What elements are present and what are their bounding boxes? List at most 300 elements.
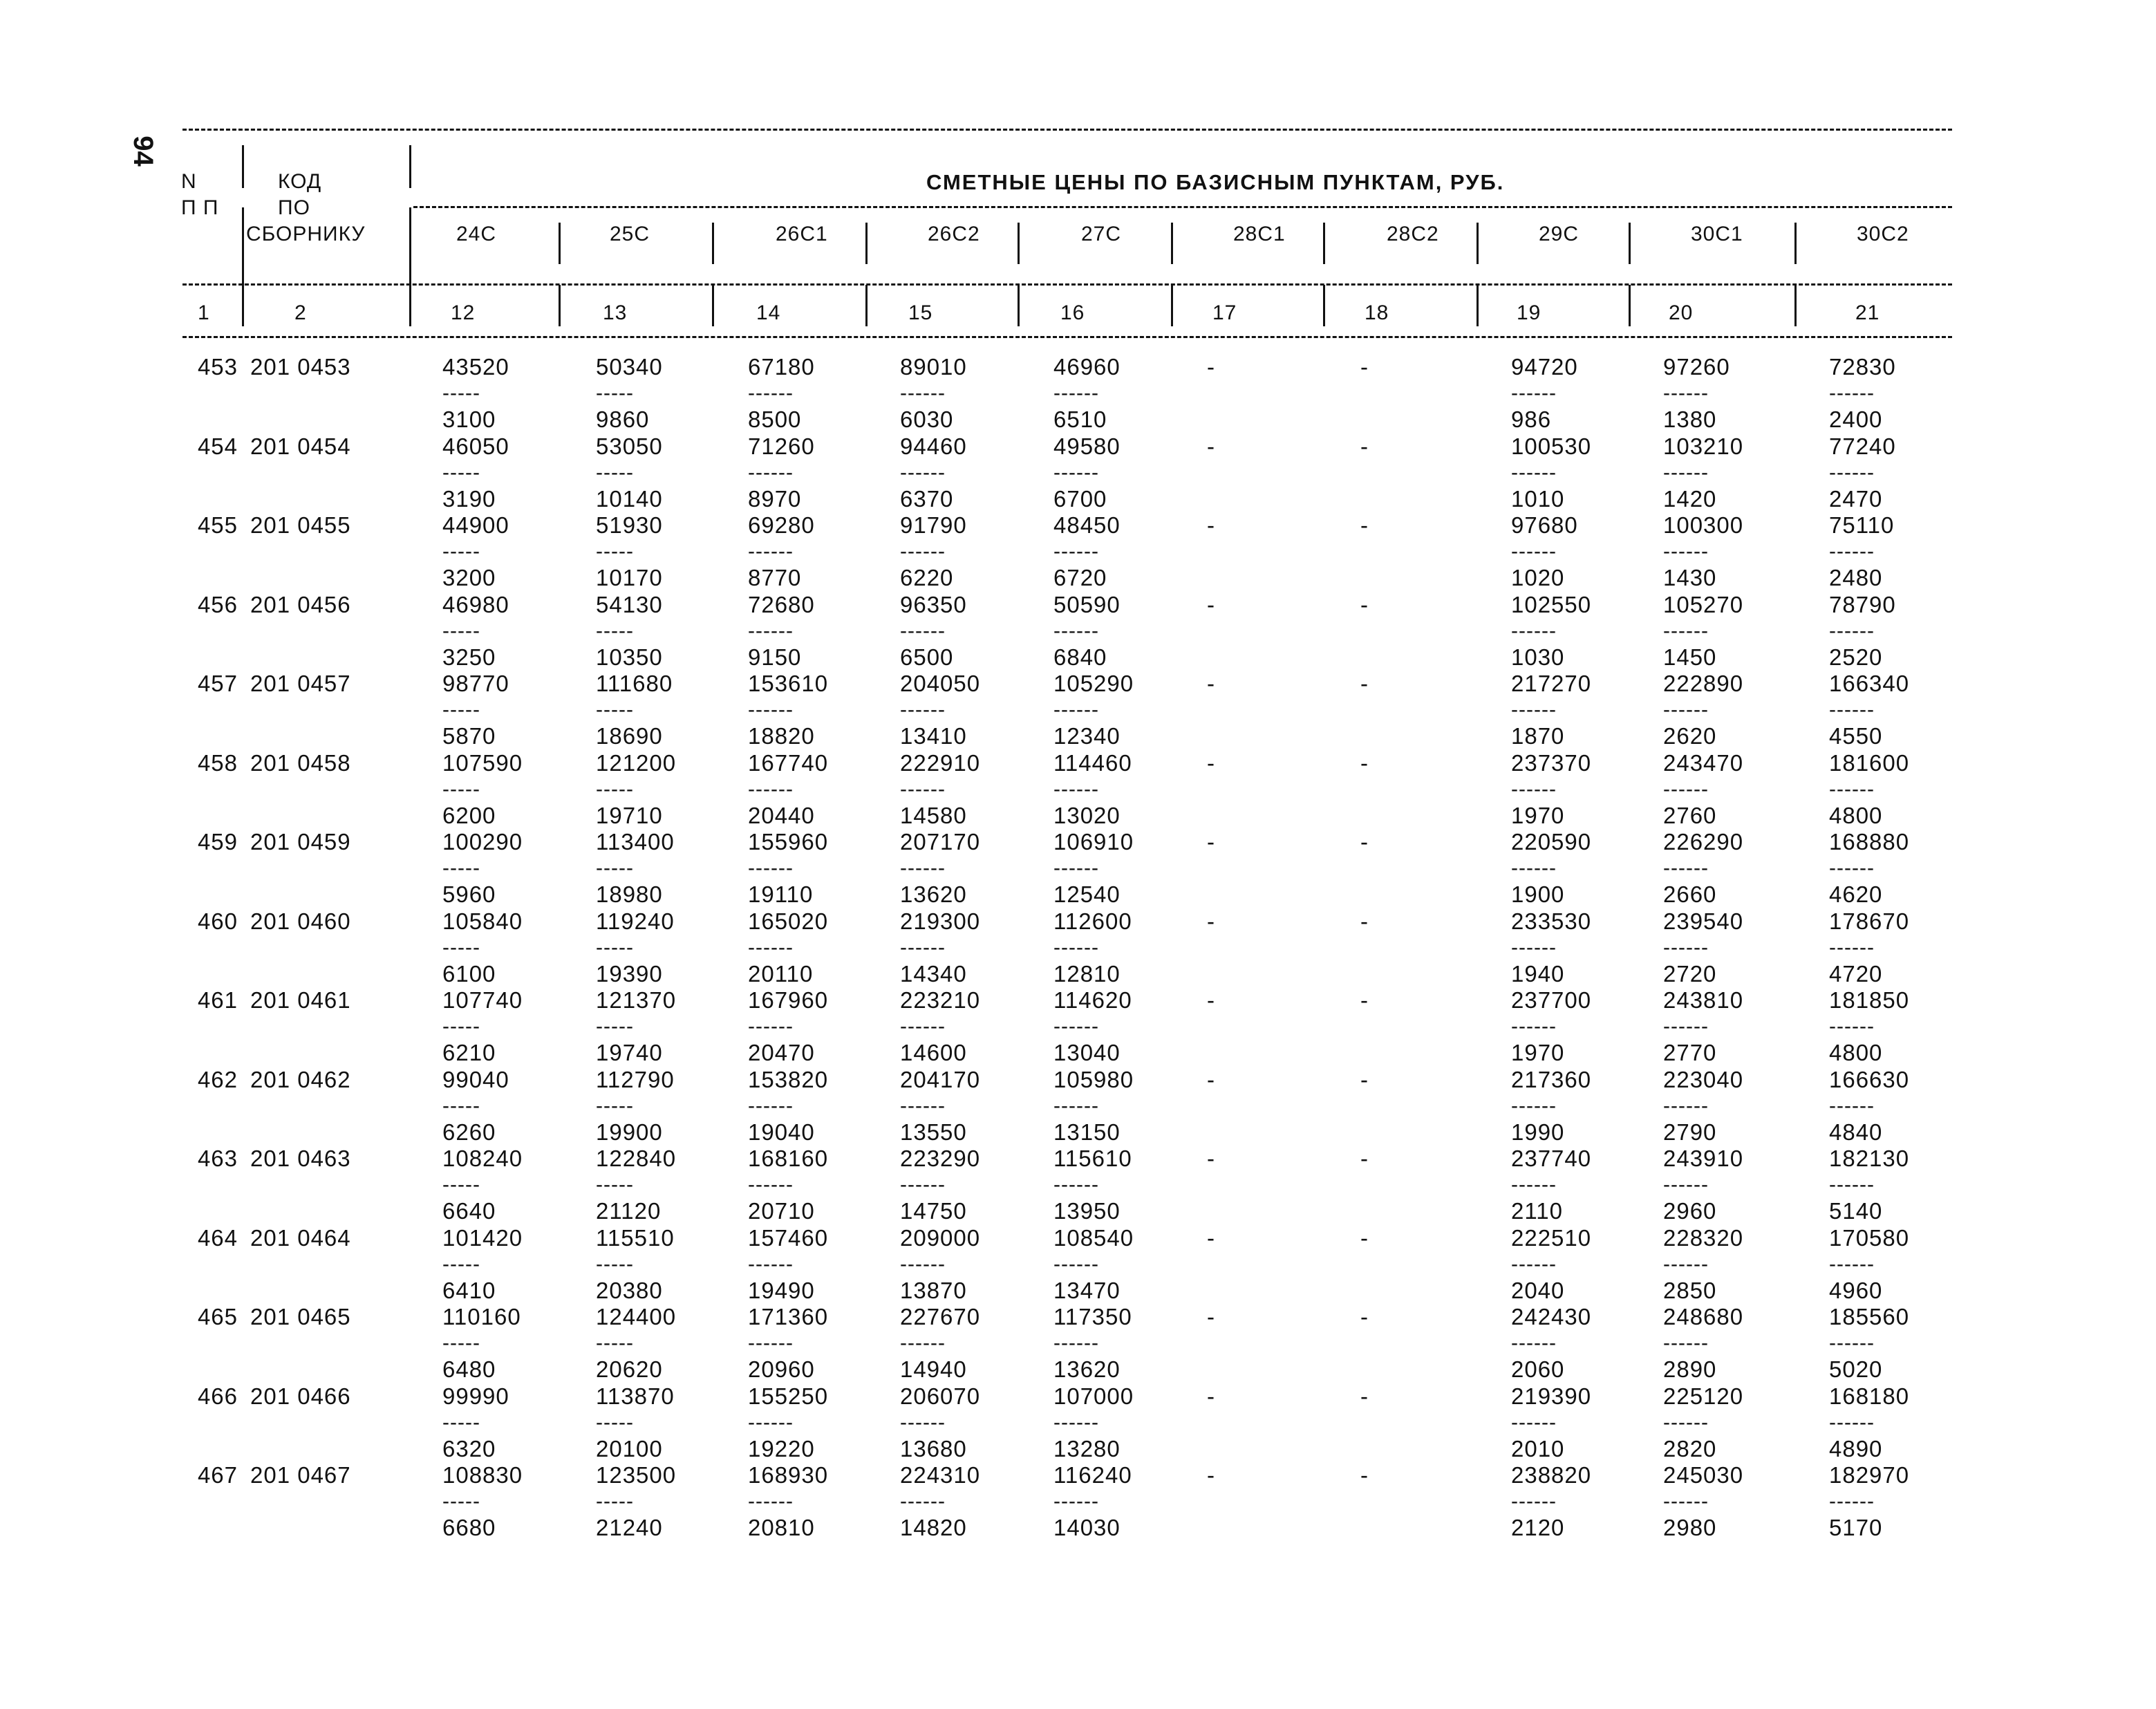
value-separator: ------ [1053, 700, 1099, 715]
transport-value: 20620 [596, 1356, 663, 1382]
vbar [1629, 223, 1631, 264]
value-separator: ------ [900, 621, 946, 636]
value-separator: ------ [900, 463, 946, 478]
value-separator: ----- [596, 1412, 634, 1428]
value-separator: ------ [1663, 1254, 1709, 1269]
no-price-dash: - [1360, 671, 1369, 696]
price-value: 108540 [1053, 1225, 1134, 1251]
transport-value: 13950 [1053, 1198, 1121, 1224]
no-price-dash: - [1360, 1225, 1369, 1251]
column-header: 30С1 [1691, 223, 1743, 245]
price-value: 153610 [748, 671, 829, 696]
value-separator: ------ [748, 1175, 794, 1190]
value-separator: ------ [900, 1491, 946, 1506]
no-price-dash: - [1360, 354, 1369, 380]
no-price-dash: - [1360, 512, 1369, 538]
row-code: 201 0457 [250, 671, 351, 696]
value-separator: ----- [596, 700, 634, 715]
value-separator: ------ [1053, 463, 1099, 478]
column-number: 1 [198, 301, 210, 324]
value-separator: ------ [1511, 1333, 1557, 1348]
price-value: 112600 [1053, 908, 1132, 934]
price-value: 245030 [1663, 1462, 1744, 1488]
price-value: 75110 [1829, 512, 1895, 538]
no-price-dash: - [1207, 433, 1215, 459]
value-separator: ------ [748, 1333, 794, 1348]
price-value: 71260 [748, 433, 815, 459]
value-separator: ------ [900, 383, 946, 398]
price-value: 115510 [596, 1225, 675, 1251]
no-price-dash: - [1207, 354, 1215, 380]
value-separator: ----- [442, 1491, 480, 1506]
value-separator: ------ [1053, 1096, 1099, 1111]
value-separator: ------ [1511, 1491, 1557, 1506]
transport-value: 2960 [1663, 1198, 1717, 1224]
row-number: 454 [197, 433, 238, 459]
value-separator: ----- [442, 1096, 480, 1111]
price-value: 94720 [1511, 354, 1578, 380]
vbar [1018, 285, 1020, 326]
price-value: 49580 [1053, 433, 1121, 459]
row-number: 459 [197, 829, 238, 854]
price-value: 113400 [596, 829, 675, 854]
transport-value: 20100 [596, 1436, 663, 1461]
value-separator: ------ [748, 1016, 794, 1031]
transport-value: 6320 [442, 1436, 496, 1461]
price-value: 69280 [748, 512, 815, 538]
value-separator: ------ [1663, 1412, 1709, 1428]
value-separator: ------ [1663, 700, 1709, 715]
price-value: 108830 [442, 1462, 523, 1488]
transport-value: 1030 [1511, 644, 1565, 670]
value-separator: ------ [1829, 1175, 1875, 1190]
column-number: 19 [1517, 301, 1541, 324]
no-price-dash: - [1207, 1304, 1215, 1329]
value-separator: ------ [1829, 937, 1875, 953]
no-price-dash: - [1207, 512, 1215, 538]
transport-value: 20960 [748, 1356, 815, 1382]
transport-value: 6840 [1053, 644, 1107, 670]
value-separator: ------ [1053, 779, 1099, 794]
vbar [1794, 285, 1797, 326]
pp-label: П П [181, 196, 219, 219]
value-separator: ----- [596, 1491, 634, 1506]
page-number: 94 [127, 136, 158, 167]
transport-value: 4550 [1829, 723, 1883, 749]
value-separator: ----- [442, 1175, 480, 1190]
price-value: 97680 [1511, 512, 1578, 538]
price-value: 78790 [1829, 592, 1896, 617]
transport-value: 2820 [1663, 1436, 1717, 1461]
value-separator: ------ [1053, 1333, 1099, 1348]
vbar [1171, 285, 1173, 326]
transport-value: 10140 [596, 486, 663, 512]
price-value: 105840 [442, 908, 523, 934]
vbar [559, 223, 561, 264]
value-separator: ----- [442, 1254, 480, 1269]
vbar [865, 285, 868, 326]
transport-value: 14580 [900, 803, 967, 828]
price-value: 102550 [1511, 592, 1592, 617]
value-separator: ----- [596, 1254, 634, 1269]
transport-value: 13620 [1053, 1356, 1121, 1382]
transport-value: 2790 [1663, 1119, 1717, 1145]
no-price-dash: - [1207, 671, 1215, 696]
transport-value: 18980 [596, 881, 663, 907]
value-separator: ----- [596, 1175, 634, 1190]
transport-value: 18690 [596, 723, 663, 749]
value-separator: ----- [442, 463, 480, 478]
vbar [1629, 285, 1631, 326]
value-separator: ----- [442, 1333, 480, 1348]
value-separator: ------ [1829, 621, 1875, 636]
row-code: 201 0459 [250, 829, 351, 854]
transport-value: 4890 [1829, 1436, 1883, 1461]
value-separator: ------ [1511, 1016, 1557, 1031]
price-value: 48450 [1053, 512, 1121, 538]
row-code: 201 0464 [250, 1225, 351, 1251]
column-number: 16 [1060, 301, 1085, 324]
price-value: 122840 [596, 1146, 677, 1171]
price-value: 114620 [1053, 987, 1132, 1013]
row-number: 464 [197, 1225, 238, 1251]
transport-value: 8500 [748, 407, 802, 432]
transport-value: 4840 [1829, 1119, 1883, 1145]
column-number: 2 [294, 301, 307, 324]
value-separator: ----- [596, 858, 634, 873]
value-separator: ------ [900, 1254, 946, 1269]
transport-value: 1990 [1511, 1119, 1565, 1145]
value-separator: ------ [1511, 1412, 1557, 1428]
column-number: 15 [908, 301, 933, 324]
vbar [1477, 223, 1479, 264]
price-value: 107590 [442, 750, 523, 776]
price-value: 243810 [1663, 987, 1744, 1013]
vbar [1477, 285, 1479, 326]
transport-value: 13620 [900, 881, 967, 907]
vbar [242, 285, 244, 326]
transport-value: 2120 [1511, 1515, 1565, 1540]
transport-value: 1420 [1663, 486, 1717, 512]
value-separator: ------ [1053, 1254, 1099, 1269]
transport-value: 10350 [596, 644, 663, 670]
transport-value: 3250 [442, 644, 496, 670]
price-value: 204050 [900, 671, 981, 696]
price-value: 107000 [1053, 1383, 1134, 1409]
value-separator: ------ [900, 779, 946, 794]
price-value: 113870 [596, 1383, 675, 1409]
value-separator: ------ [748, 779, 794, 794]
transport-value: 6260 [442, 1119, 496, 1145]
price-value: 225120 [1663, 1383, 1744, 1409]
value-separator: ----- [596, 1333, 634, 1348]
transport-value: 13470 [1053, 1278, 1121, 1303]
no-price-dash: - [1207, 1067, 1215, 1092]
vbar [1323, 223, 1325, 264]
value-separator: ----- [596, 541, 634, 557]
price-value: 168930 [748, 1462, 829, 1488]
value-separator: ------ [748, 700, 794, 715]
transport-value: 20440 [748, 803, 815, 828]
transport-value: 2470 [1829, 486, 1883, 512]
column-number: 18 [1365, 301, 1389, 324]
transport-value: 1940 [1511, 961, 1565, 987]
price-value: 167960 [748, 987, 829, 1013]
price-value: 226290 [1663, 829, 1744, 854]
value-separator: ------ [1829, 858, 1875, 873]
transport-value: 13550 [900, 1119, 967, 1145]
transport-value: 2770 [1663, 1040, 1717, 1065]
value-separator: ------ [1829, 541, 1875, 557]
vbar [1794, 223, 1797, 264]
price-value: 105270 [1663, 592, 1744, 617]
transport-value: 3200 [442, 565, 496, 590]
value-separator: ------ [1053, 621, 1099, 636]
price-value: 204170 [900, 1067, 981, 1092]
vbar [409, 207, 411, 290]
price-value: 220590 [1511, 829, 1592, 854]
value-separator: ------ [1511, 1254, 1557, 1269]
value-separator: ------ [1053, 1491, 1099, 1506]
transport-value: 2400 [1829, 407, 1883, 432]
row-number: 467 [197, 1462, 238, 1488]
no-price-dash: - [1360, 592, 1369, 617]
table-title: СМЕТНЫЕ ЦЕНЫ ПО БАЗИСНЫМ ПУНКТАМ, РУБ. [926, 170, 1505, 194]
column-header: 28С2 [1387, 223, 1439, 245]
column-header: 26С1 [776, 223, 828, 245]
numbers-underline [182, 336, 1952, 338]
n-label: N [181, 170, 197, 193]
value-separator: ------ [1511, 621, 1557, 636]
value-separator: ------ [900, 858, 946, 873]
no-price-dash: - [1207, 1146, 1215, 1171]
row-number: 456 [197, 592, 238, 617]
price-value: 227670 [900, 1304, 981, 1329]
row-code: 201 0458 [250, 750, 351, 776]
transport-value: 4720 [1829, 961, 1883, 987]
transport-value: 5020 [1829, 1356, 1883, 1382]
value-separator: ----- [442, 779, 480, 794]
no-price-dash: - [1360, 750, 1369, 776]
transport-value: 2660 [1663, 881, 1717, 907]
price-value: 46960 [1053, 354, 1121, 380]
price-value: 222890 [1663, 671, 1744, 696]
price-value: 166630 [1829, 1067, 1910, 1092]
transport-value: 4960 [1829, 1278, 1883, 1303]
transport-value: 9860 [596, 407, 650, 432]
transport-value: 2520 [1829, 644, 1883, 670]
price-value: 46980 [442, 592, 509, 617]
value-separator: ------ [1829, 1096, 1875, 1111]
value-separator: ------ [1511, 779, 1557, 794]
transport-value: 2480 [1829, 565, 1883, 590]
price-value: 185560 [1829, 1304, 1910, 1329]
value-separator: ------ [1829, 700, 1875, 715]
transport-value: 1870 [1511, 723, 1565, 749]
price-value: 43520 [442, 354, 509, 380]
price-value: 110160 [442, 1304, 521, 1329]
column-number: 14 [756, 301, 781, 324]
no-price-dash: - [1360, 1067, 1369, 1092]
value-separator: ------ [1829, 1491, 1875, 1506]
transport-value: 2620 [1663, 723, 1717, 749]
price-value: 112790 [596, 1067, 675, 1092]
transport-value: 5140 [1829, 1198, 1883, 1224]
vbar [712, 223, 714, 264]
price-value: 72830 [1829, 354, 1896, 380]
value-separator: ------ [1053, 1016, 1099, 1031]
row-number: 457 [197, 671, 238, 696]
value-separator: ------ [900, 541, 946, 557]
transport-value: 12810 [1053, 961, 1121, 987]
transport-value: 6500 [900, 644, 954, 670]
transport-value: 13020 [1053, 803, 1121, 828]
transport-value: 1020 [1511, 565, 1565, 590]
price-value: 97260 [1663, 354, 1730, 380]
column-header: 26С2 [928, 223, 980, 245]
price-value: 124400 [596, 1304, 677, 1329]
value-separator: ------ [1053, 858, 1099, 873]
column-number: 20 [1669, 301, 1694, 324]
value-separator: ----- [442, 1412, 480, 1428]
price-value: 101420 [442, 1225, 523, 1251]
price-value: 89010 [900, 354, 967, 380]
title-underline [413, 206, 1952, 208]
vbar [409, 285, 411, 326]
value-separator: ------ [900, 1096, 946, 1111]
price-value: 119240 [596, 908, 675, 934]
price-value: 77240 [1829, 433, 1896, 459]
transport-value: 20710 [748, 1198, 815, 1224]
transport-value: 19110 [748, 881, 814, 907]
no-price-dash: - [1360, 829, 1369, 854]
price-value: 50340 [596, 354, 663, 380]
price-value: 72680 [748, 592, 815, 617]
transport-value: 13870 [900, 1278, 967, 1303]
value-separator: ------ [1829, 1412, 1875, 1428]
transport-value: 14600 [900, 1040, 967, 1065]
value-separator: ------ [1663, 621, 1709, 636]
row-number: 458 [197, 750, 238, 776]
transport-value: 5870 [442, 723, 496, 749]
value-separator: ------ [1511, 463, 1557, 478]
price-value: 117350 [1053, 1304, 1132, 1329]
price-value: 248680 [1663, 1304, 1744, 1329]
price-value: 223040 [1663, 1067, 1744, 1092]
price-value: 243470 [1663, 750, 1744, 776]
row-code: 201 0466 [250, 1383, 351, 1409]
row-code: 201 0460 [250, 908, 351, 934]
vbar [1323, 285, 1325, 326]
value-separator: ----- [596, 1096, 634, 1111]
row-number: 455 [197, 512, 238, 538]
price-value: 224310 [900, 1462, 981, 1488]
value-separator: ------ [1511, 383, 1557, 398]
no-price-dash: - [1207, 1383, 1215, 1409]
value-separator: ----- [442, 1016, 480, 1031]
value-separator: ------ [1829, 383, 1875, 398]
transport-value: 20110 [748, 961, 814, 987]
column-number: 12 [451, 301, 476, 324]
price-value: 238820 [1511, 1462, 1592, 1488]
transport-value: 18820 [748, 723, 815, 749]
value-separator: ----- [442, 858, 480, 873]
price-value: 108240 [442, 1146, 523, 1171]
price-value: 237740 [1511, 1146, 1592, 1171]
price-value: 182130 [1829, 1146, 1910, 1171]
transport-value: 10170 [596, 565, 663, 590]
transport-value: 4800 [1829, 1040, 1883, 1065]
code-label-3: СБОРНИКУ [246, 223, 366, 245]
price-value: 53050 [596, 433, 663, 459]
price-value: 207170 [900, 829, 981, 854]
price-value: 171360 [748, 1304, 829, 1329]
value-separator: ------ [1053, 1175, 1099, 1190]
row-number: 453 [197, 354, 238, 380]
transport-value: 14750 [900, 1198, 967, 1224]
value-separator: ------ [1511, 937, 1557, 953]
price-value: 155250 [748, 1383, 829, 1409]
vbar [242, 145, 244, 188]
value-separator: ------ [1511, 541, 1557, 557]
price-value: 168880 [1829, 829, 1910, 854]
transport-value: 2060 [1511, 1356, 1565, 1382]
no-price-dash: - [1207, 750, 1215, 776]
value-separator: ------ [748, 1096, 794, 1111]
transport-value: 19490 [748, 1278, 815, 1303]
column-header: 24С [456, 223, 497, 245]
no-price-dash: - [1360, 1462, 1369, 1488]
price-value: 237700 [1511, 987, 1592, 1013]
value-separator: ------ [1663, 1175, 1709, 1190]
price-value: 121200 [596, 750, 677, 776]
transport-value: 1430 [1663, 565, 1717, 590]
transport-value: 13040 [1053, 1040, 1121, 1065]
price-value: 170580 [1829, 1225, 1910, 1251]
transport-value: 5170 [1829, 1515, 1883, 1540]
column-number: 13 [603, 301, 628, 324]
no-price-dash: - [1207, 1225, 1215, 1251]
transport-value: 1010 [1511, 486, 1565, 512]
price-value: 206070 [900, 1383, 981, 1409]
transport-value: 6700 [1053, 486, 1107, 512]
transport-value: 2110 [1511, 1198, 1563, 1224]
no-price-dash: - [1360, 987, 1369, 1013]
transport-value: 1900 [1511, 881, 1565, 907]
price-value: 228320 [1663, 1225, 1744, 1251]
price-value: 99990 [442, 1383, 509, 1409]
price-value: 91790 [900, 512, 967, 538]
no-price-dash: - [1360, 1146, 1369, 1171]
price-value: 239540 [1663, 908, 1744, 934]
value-separator: ------ [1663, 937, 1709, 953]
transport-value: 6030 [900, 407, 954, 432]
price-value: 111680 [596, 671, 673, 696]
transport-value: 6480 [442, 1356, 496, 1382]
price-value: 94460 [900, 433, 967, 459]
value-separator: ------ [1829, 1016, 1875, 1031]
value-separator: ------ [748, 1491, 794, 1506]
no-price-dash: - [1360, 1304, 1369, 1329]
column-number: 17 [1212, 301, 1237, 324]
value-separator: ------ [1511, 858, 1557, 873]
value-separator: ----- [596, 937, 634, 953]
price-value: 233530 [1511, 908, 1592, 934]
row-code: 201 0463 [250, 1146, 351, 1171]
value-separator: ----- [596, 1016, 634, 1031]
row-number: 465 [197, 1304, 238, 1329]
column-number: 21 [1855, 301, 1880, 324]
